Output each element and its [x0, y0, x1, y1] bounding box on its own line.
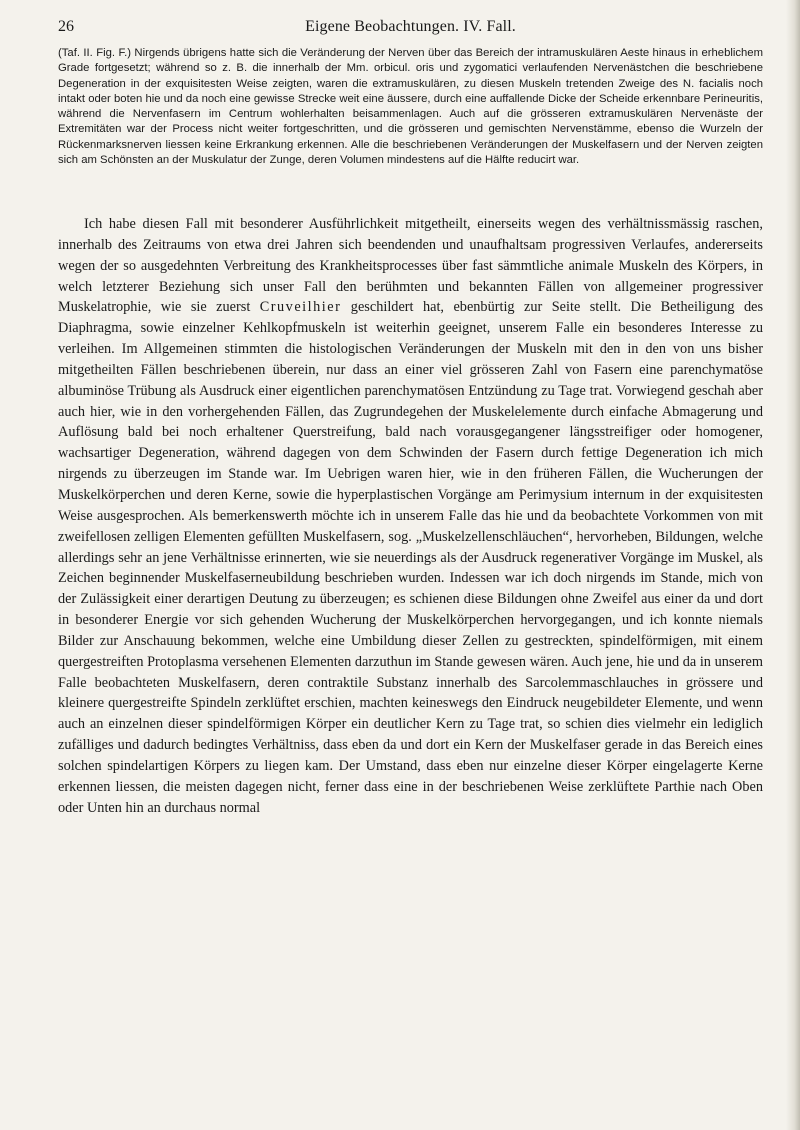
main-paragraph	[58, 214, 763, 818]
running-head: Eigene Beobachtungen. IV. Fall.	[305, 18, 516, 35]
page-header	[58, 18, 763, 42]
main-paragraph-part-2: geschildert hat, ebenbürtig zur Seite stellt. Die Betheiligung des Diaphragma, sowie einzelner Kehlkopfmuskeln ist weiterhin geeignet, unserem Falle ein besonderes Interesse zu verleihen. Im Allgemeinen stimmten die histologischen Veränderungen der Muskeln mit den in den von uns bisher mitgetheilten Fällen beschriebenen überein, nur dass an einer viel grösseren Zahl von Fasern eine parenchymatöse albuminöse Trübung als Ausdruck einer eigentlichen parenchymatösen Entzündung zu Tage trat. Vorwiegend geschah aber auch hier, wie in den vorhergehenden Fällen, das Zugrundegehen der Muskelelemente durch einfache Abmagerung und Auflösung bald bei noch erhaltener Querstreifung, bald nach vorausgegangener längsstreifiger oder homogener, wachsartiger Degeneration, während dagegen von dem Schwinden der Fasern durch fettige Degeneration ich mich nirgends zu überzeugen im Stande war. Im Uebrigen waren hier, wie in den früheren Fällen, die Wucherungen der Muskelkörperchen und deren Kerne, sowie die hyperplastischen Vorgänge am Perimysium internum in der exquisitesten Weise ausgesprochen. Als bemerkenswerth möchte ich in unserem Falle das hie und da beobachtete Vorkommen von mit zweifellosen zelligen Elementen gefüllten Muskelfasern, sog. „Muskelzellenschläuchen“, hervorheben, Bildungen, welche allerdings sehr an jene Verhältnisse erinnerten, wie sie neuerdings als der Ausdruck regenerativer Vorgänge im Muskel, als Zeichen beginnender Muskelfaserneubildung beschrieben wurden. Indessen war ich doch nirgends im Stande, mich von der Zulässigkeit einer derartigen Deutung zu überzeugen; es schienen diese Bildungen ohne Zweifel aus einer da und dort in besonderer Energie vor sich gehenden Wucherung der Muskelkörperchen hervorgegangen, und ich konnte niemals Bilder zur Anschauung bekommen, welche eine Umbildung dieser Zellen zu gestreckten, spindelförmigen, mit einem quergestreiften Protoplasma versehenen Elementen darzuthun im Stande gewesen wären. Auch jene, hie und da in unserem Falle beobachteten Muskelfasern, deren contraktile Substanz innerhalb des Sarcolemmaschlauches in grössere und kleinere quergestreifte Spindeln zerklüftet erschien, machten keineswegs den Eindruck neugebildeter Elemente, und wenn auch an einzelnen dieser spindelförmigen Körper ein deutlicher Kern zu Tage trat, so schien dies vielmehr ein lediglich zufälliges und dadurch bedingtes Verhältniss, dass eben da und dort ein Kern der Muskelfaser gerade in das Bereich eines solchen spindelartigen Körpers zu liegen kam. Der Umstand, dass eben nur einzelne dieser Körper eingelagerte Kerne erkennen liessen, die meisten dagegen nicht, ferner dass eine in der beschriebenen Weise zerklüftete Parthie nach Oben oder Unten hin an durchaus normal	[58, 299, 764, 816]
main-text-block	[58, 214, 763, 818]
page-edge-shadow	[786, 0, 800, 1130]
page-number: 26	[58, 18, 74, 35]
author-name-cruveilhier: Cruveilhier	[259, 299, 342, 316]
small-print-paragraph-block	[58, 46, 763, 168]
main-paragraph-part-1: Ich habe diesen Fall mit besonderer Ausführlichkeit mitgetheilt, einerseits wegen des verhältnissmässig raschen, innerhalb des Zeitraums von etwa drei Jahren sich beendenden und unaufhaltsam progressiven Verlaufes, andererseits wegen der so ausgedehnten Verbreitung des Krankheitsprocesses über fast sämmtliche animale Muskeln des Körpers, in welch letzterer Beziehung sich unser Fall den berühmten und bekannten Fällen von allgemeiner progressiver Muskelatrophie, wie sie zuerst	[58, 216, 763, 316]
small-print-paragraph: (Taf. II. Fig. F.) Nirgends übrigens hatte sich die Veränderung der Nerven über das Bereich der intramuskulären Aeste hinaus in erheblichem Grade fortgesetzt; während so z. B. die innerhalb der Mm. orbicul. oris und zygomatici verlaufenden Nervenästchen die beschriebene Degeneration in der exquisitesten Weise zeigten, waren die extramuskulären, zu diesen Muskeln tretenden Zweige des N. facialis noch intakt oder boten hie und da noch eine gewisse Strecke weit eine äussere, durch eine auffallende Dicke der Scheide erkennbare Perineuritis, während die Nervenfasern im Centrum wohlerhalten beisammenlagen. Auch auf die grösseren extramuskulären Nervenäste der Extremitäten war der Process nicht weiter fortgeschritten, und die grösseren und gemischten Nervenstämme, ebenso die Wurzeln der Rückenmarksnerven liessen keine Erkrankung erkennen. Alle die beschriebenen Veränderungen der Muskelfasern und der Nerven zeigten sich am Schönsten an der Muskulatur der Zunge, deren Volumen mindestens auf die Hälfte reducirt war.	[58, 47, 763, 167]
